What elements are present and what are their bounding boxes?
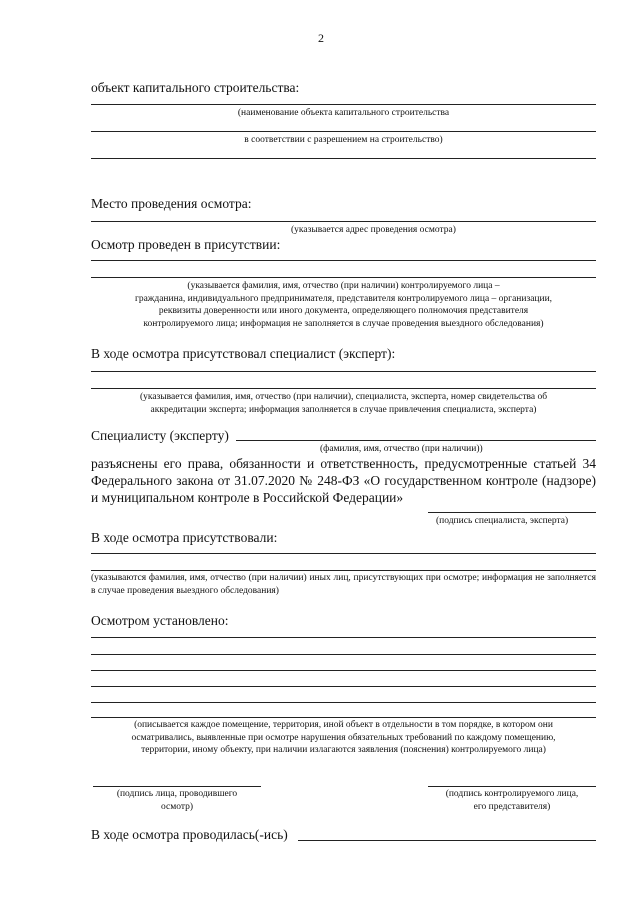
object-field-line-3[interactable] <box>91 158 596 159</box>
specialist-rights-label: Специалисту (эксперту) <box>91 428 229 443</box>
presence-field-line-1[interactable] <box>91 260 596 261</box>
inspector-signature-hint-line: осмотр) <box>160 801 194 812</box>
place-field-line[interactable] <box>91 221 596 222</box>
specialist-field-line-1[interactable] <box>91 371 596 372</box>
presence-hint <box>91 280 596 330</box>
established-field-line-3[interactable] <box>91 670 596 671</box>
established-field-line-5[interactable] <box>91 702 596 703</box>
others-hint: (указываются фамилия, имя, отчество (при наличии) иных лиц, присутствующих при осмотре; информация не заполняется в случае проведения выездного обследования) <box>91 573 596 596</box>
presence-hint-line: гражданина, индивидуального предпринимателя, представителя контролируемого лица – организации, <box>134 293 553 304</box>
specialist-signature-hint: (подпись специалиста, эксперта) <box>436 516 569 526</box>
object-hint-2: в соответствии с разрешением на строительство) <box>244 135 443 145</box>
presence-hint-line: реквизиты доверенности или иного документа, определяющего полномочия представителя <box>158 306 529 317</box>
presence-field-line-2[interactable] <box>91 277 596 278</box>
specialist-hint-line: (указывается фамилия, имя, отчество (при наличии), специалиста, эксперта, номер свидетельства об <box>139 392 548 402</box>
presence-hint-line: контролируемого лица; информация не заполняется в случае проведения выездного обследования) <box>143 318 544 329</box>
presence-hint-line: (указывается фамилия, имя, отчество (при наличии) контролируемого лица – <box>187 281 500 291</box>
object-label: объект капитального строительства: <box>91 80 300 95</box>
specialist-hint-line: аккредитации эксперта; информация заполняется в случае привлечения специалиста, эксперта) <box>150 404 537 415</box>
conducted-label: В ходе осмотра проводилась(-ись) <box>91 827 288 842</box>
object-field-line[interactable] <box>91 104 596 105</box>
controlled-person-signature-hint <box>428 788 596 813</box>
established-field-line-6[interactable] <box>91 717 596 718</box>
page-number: 2 <box>318 31 324 45</box>
specialist-name-hint: (фамилия, имя, отчество (при наличии)) <box>320 444 483 454</box>
specialist-label: В ходе осмотра присутствовал специалист (эксперт): <box>91 346 396 361</box>
established-field-line-4[interactable] <box>91 686 596 687</box>
controlled-person-signature-line[interactable] <box>428 786 596 787</box>
inspector-signature-line[interactable] <box>93 786 261 787</box>
established-hint-line: территории, иному объекту, при наличии излагаются заявления (пояснения) контролируемого лица) <box>141 745 546 756</box>
object-hint-1: (наименование объекта капитального строительства <box>237 108 450 118</box>
established-hint-line: (описывается каждое помещение, территория, иной объект в отдельности в том порядке, в котором они <box>134 720 553 730</box>
others-label: В ходе осмотра присутствовали: <box>91 530 278 545</box>
specialist-signature-line[interactable] <box>428 512 596 513</box>
conducted-field-line[interactable] <box>298 840 596 841</box>
presence-label: Осмотр проведен в присутствии: <box>91 237 281 252</box>
inspector-signature-hint <box>93 788 261 813</box>
others-field-line-2[interactable] <box>91 570 596 571</box>
controlled-person-signature-hint-line: его представителя) <box>473 801 551 812</box>
place-label: Место проведения осмотра: <box>91 196 252 211</box>
established-hint <box>91 719 596 757</box>
established-field-line-2[interactable] <box>91 654 596 655</box>
specialist-hint <box>91 391 596 416</box>
established-hint-line: осматривались, выявленные при осмотре нарушения обязательных требований по каждому помещению, <box>131 732 556 743</box>
controlled-person-signature-hint-line: (подпись контролируемого лица, <box>445 789 579 799</box>
others-field-line-1[interactable] <box>91 553 596 554</box>
specialist-field-line-2[interactable] <box>91 388 596 389</box>
object-field-line-2[interactable] <box>91 131 596 132</box>
established-label: Осмотром установлено: <box>91 613 229 628</box>
place-hint: (указывается адрес проведения осмотра) <box>291 225 456 235</box>
specialist-rights-text: разъяснены его права, обязанности и ответственность, предусмотренные статьей 34 Федерального закона от 31.07.2020 № 248-ФЗ «О государственном контроле (надзоре) и муниципальном контроле в Российской Федерации» <box>91 456 596 505</box>
established-field-line-1[interactable] <box>91 637 596 638</box>
inspector-signature-hint-line: (подпись лица, проводившего <box>116 789 238 799</box>
specialist-name-field-line[interactable] <box>236 440 596 441</box>
